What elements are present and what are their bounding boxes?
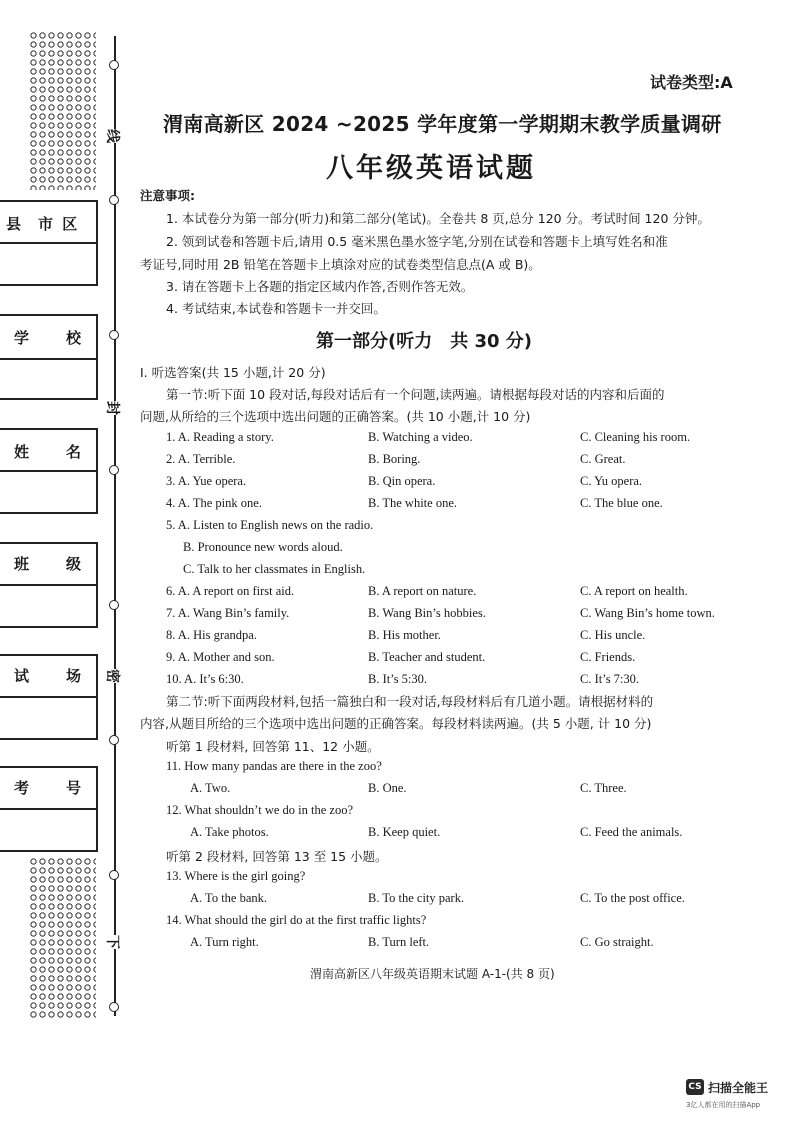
q10-option-c: C. It’s 7:30. [580, 672, 640, 686]
binding-hole [109, 60, 119, 70]
q11-option-b: B. One. [368, 781, 407, 795]
county-field-blank[interactable] [0, 240, 98, 286]
notes-item-3: 3. 请在答题卡上各题的指定区域内作答,否则作答无效。 [166, 279, 474, 294]
q12-option-b: B. Keep quiet. [368, 825, 441, 839]
side-word-seal: 封 [103, 401, 123, 415]
q2-option-b: B. Boring. [368, 452, 421, 466]
school-field-blank[interactable] [0, 356, 98, 400]
q8-option-a: 8. A. His grandpa. [166, 628, 257, 642]
q14-option-b: B. Turn left. [368, 935, 430, 949]
q7-option-b: B. Wang Bin’s hobbies. [368, 606, 486, 620]
q2-option-a: 2. A. Terrible. [166, 452, 236, 466]
page-footer: 渭南高新区八年级英语期末试题 A-1-(共 8 页) [310, 967, 555, 981]
exam-title-line1: 渭南高新区 2024 ~2025 学年度第一学期期末教学质量调研 [163, 112, 722, 136]
side-word-line: 线 [103, 129, 123, 143]
sub2-instructions-line2: 内容,从题目所给的三个选项中选出问题的正确答案。每段材料读两遍。(共 5 小题, 计 10 分) [140, 716, 652, 731]
q10-option-b: B. It’s 5:30. [368, 672, 428, 686]
notes-item-1: 1. 本试卷分为第一部分(听力)和第二部分(笔试)。全卷共 8 页,总分 120 分。考试时间 120 分钟。 [166, 211, 710, 226]
q3-option-a: 3. A. Yue opera. [166, 474, 247, 488]
q3-option-c: C. Yu opera. [580, 474, 643, 488]
q7-option-c: C. Wang Bin’s home town. [580, 606, 715, 620]
side-word-secret: 密 [103, 669, 123, 683]
name-field-blank[interactable] [0, 468, 98, 514]
q5-option-a: 5. A. Listen to English news on the radio. [166, 518, 374, 532]
q4-option-a: 4. A. The pink one. [166, 496, 262, 510]
material1-label: 听第 1 段材料, 回答第 11、12 小题。 [166, 739, 380, 754]
q6-option-a: 6. A. A report on first aid. [166, 584, 295, 598]
q1-option-a: 1. A. Reading a story. [166, 430, 274, 444]
q6-option-b: B. A report on nature. [368, 584, 477, 598]
notes-item-2: 2. 领到试卷和答题卡后,请用 0.5 毫米黑色墨水签字笔,分别在试卷和答题卡上填写姓名和准 [166, 234, 668, 249]
notes-heading: 注意事项: [140, 188, 195, 203]
q13-stem: 13. Where is the girl going? [166, 869, 306, 883]
exam-title-line2: 八年级英语试题 [326, 153, 536, 184]
q5-option-c: C. Talk to her classmates in English. [183, 562, 366, 576]
binding-hole [109, 600, 119, 610]
sub1-instructions-line2: 问题,从所给的三个选项中选出问题的正确答案。(共 10 小题,计 10 分) [140, 409, 531, 424]
notes-item-4: 4. 考试结束,本试卷和答题卡一并交回。 [166, 301, 386, 316]
q11-option-a: A. Two. [190, 781, 231, 795]
binding-hole [109, 330, 119, 340]
sub2-instructions-line1: 第二节:听下面两段材料,包括一篇独白和一段对话,每段材料后有几道小题。请根据材料的 [166, 694, 654, 709]
binding-hole [109, 195, 119, 205]
exam-room-field-blank[interactable] [0, 694, 98, 740]
q10-option-a: 10. A. It’s 6:30. [166, 672, 244, 686]
q13-option-b: B. To the city park. [368, 891, 465, 905]
q4-option-c: C. The blue one. [580, 496, 663, 510]
scanner-app-name: 扫描全能王 [708, 1081, 769, 1095]
part1-heading: 第一部分(听力 共 30 分) [316, 331, 533, 352]
section1-title: Ⅰ. 听选答案(共 15 小题,计 20 分) [140, 365, 326, 380]
sub1-instructions-line1: 第一节:听下面 10 段对话,每段对话后有一个问题,读两遍。请根据每段对话的内容和后面的 [166, 387, 665, 402]
q8-option-b: B. His mother. [368, 628, 441, 642]
scanner-tagline: 3亿人都在用的扫描App [686, 1101, 761, 1109]
binding-hole [109, 870, 119, 880]
q9-option-c: C. Friends. [580, 650, 636, 664]
q12-stem: 12. What shouldn’t we do in the zoo? [166, 803, 354, 817]
q13-option-c: C. To the post office. [580, 891, 685, 905]
q14-option-c: C. Go straight. [580, 935, 654, 949]
q14-stem: 14. What should the girl do at the first traffic lights? [166, 913, 427, 927]
q13-option-a: A. To the bank. [190, 891, 268, 905]
q12-option-c: C. Feed the animals. [580, 825, 683, 839]
q9-option-a: 9. A. Mother and son. [166, 650, 275, 664]
q2-option-c: C. Great. [580, 452, 626, 466]
q14-option-a: A. Turn right. [190, 935, 259, 949]
class-field-blank[interactable] [0, 582, 98, 628]
q1-option-c: C. Cleaning his room. [580, 430, 691, 444]
decorative-dot-pattern-bottom [30, 858, 96, 1018]
decorative-dot-pattern-top [30, 32, 96, 190]
q1-option-b: B. Watching a video. [368, 430, 473, 444]
paper-type-label: 试卷类型:A [650, 73, 733, 92]
q6-option-c: C. A report on health. [580, 584, 688, 598]
q3-option-b: B. Qin opera. [368, 474, 436, 488]
q8-option-c: C. His uncle. [580, 628, 646, 642]
binding-hole [109, 465, 119, 475]
material2-label: 听第 2 段材料, 回答第 13 至 15 小题。 [166, 849, 388, 864]
scanner-logo-icon: CS [686, 1079, 704, 1095]
q11-stem: 11. How many pandas are there in the zoo? [166, 759, 382, 773]
notes-item-2-cont: 考证号,同时用 2B 铅笔在答题卡上填涂对应的试卷类型信息点(A 或 B)。 [140, 257, 541, 272]
binding-hole [109, 735, 119, 745]
q12-option-a: A. Take photos. [190, 825, 269, 839]
q4-option-b: B. The white one. [368, 496, 457, 510]
side-word-below: 下 [103, 935, 123, 949]
binding-line [114, 36, 116, 1016]
q7-option-a: 7. A. Wang Bin’s family. [166, 606, 290, 620]
q9-option-b: B. Teacher and student. [368, 650, 486, 664]
q5-option-b: B. Pronounce new words aloud. [183, 540, 343, 554]
exam-number-field-blank[interactable] [0, 806, 98, 852]
q11-option-c: C. Three. [580, 781, 627, 795]
binding-hole [109, 1002, 119, 1012]
